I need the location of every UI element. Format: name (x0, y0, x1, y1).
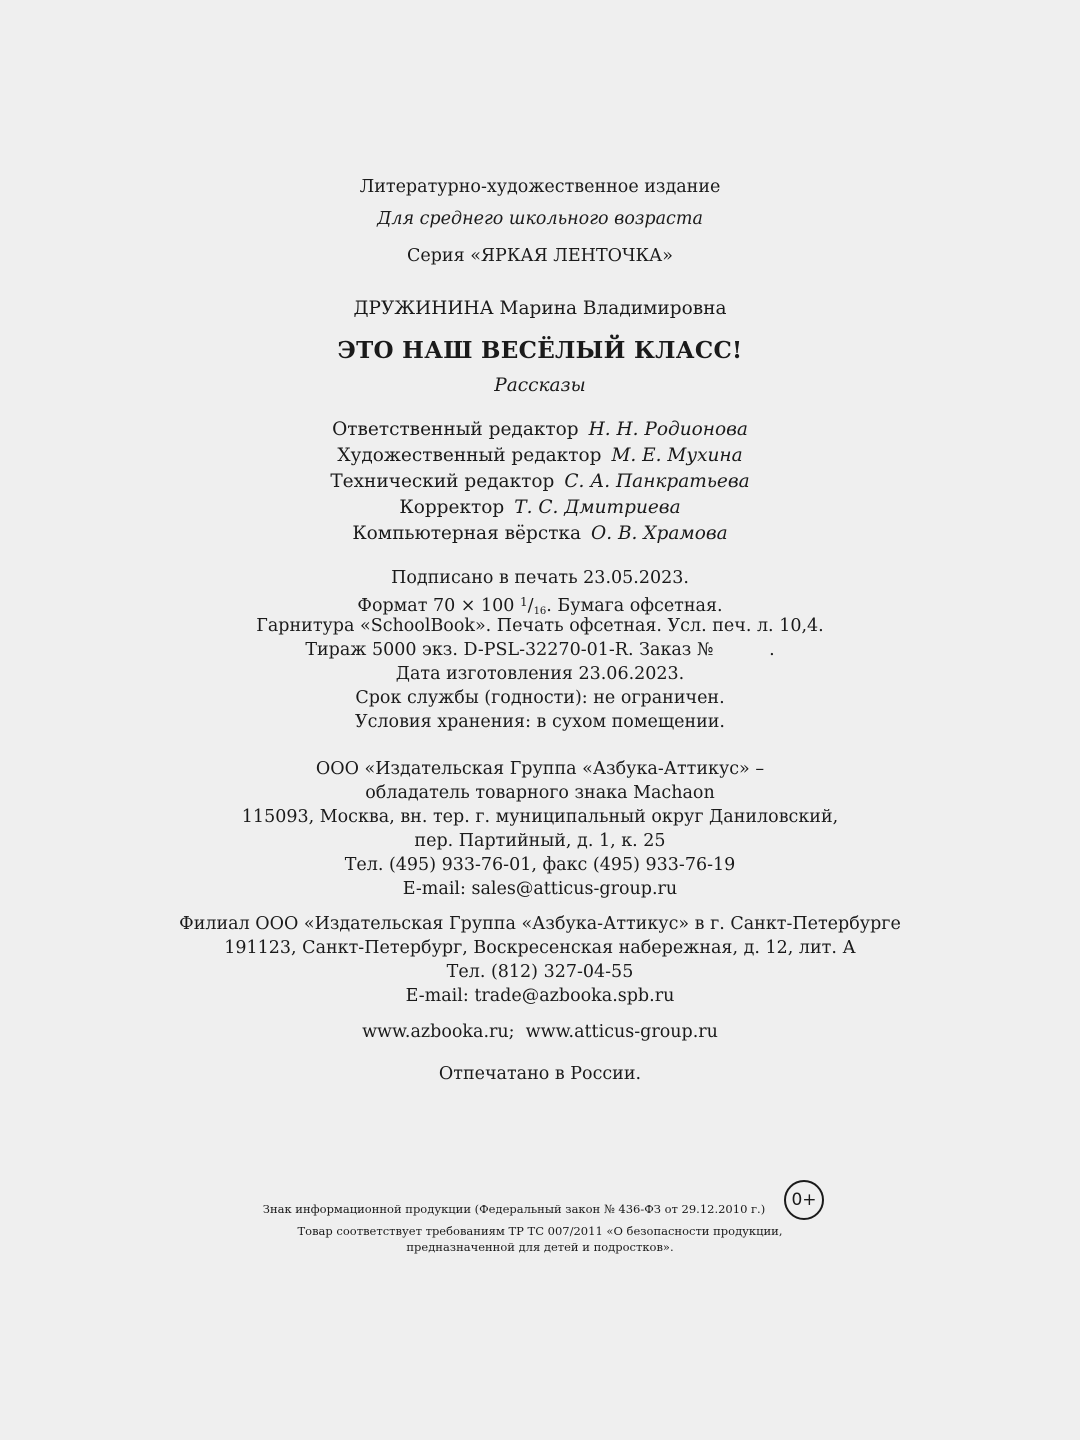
genre: Рассказы (494, 375, 586, 396)
printed-in: Отпечатано в России. (438, 1064, 642, 1084)
publisher-trademark: обладатель товарного знака Machaon (365, 783, 715, 803)
book-title: ЭТО НАШ ВЕСЁЛЫЙ КЛАСС! (337, 337, 743, 364)
branch-phone: Тел. (812) 327-04-55 (446, 962, 634, 982)
print-format: Формат 70 × 100 $^1$/16. Бумага офсетная. (357, 595, 723, 617)
print-storage: Условия хранения: в сухом помещении. (354, 712, 725, 732)
staff-row (0, 443, 1080, 469)
print-manufactured: Дата изготовления 23.06.2023. (395, 664, 685, 684)
staff-name: Н. Н. Родионова (588, 419, 748, 440)
author: ДРУЖИНИНА Марина Владимировна (353, 298, 727, 319)
staff-role: Ответственный редактор (332, 419, 579, 440)
staff-name: Т. С. Дмитриева (514, 497, 681, 518)
edition-type: Литературно-художественное издание (359, 177, 721, 197)
staff-row (0, 469, 1080, 495)
publisher-name: ООО «Издательская Группа «Азбука-Аттикус» – (315, 759, 765, 779)
publisher-email: E-mail: sales@atticus-group.ru (402, 879, 678, 899)
publisher-address-2: пер. Партийный, д. 1, к. 25 (414, 831, 666, 851)
series: Серия «ЯРКАЯ ЛЕНТОЧКА» (406, 246, 673, 266)
staff-role: Корректор (399, 497, 505, 518)
staff-name: С. А. Панкратьева (564, 471, 750, 492)
branch-address: 191123, Санкт-Петербург, Воскресенская набережная, д. 12, лит. А (224, 938, 856, 958)
info-sign-text: Знак информационной продукции (Федеральный закон № 436-ФЗ от 29.12.2010 г.) (262, 1202, 766, 1216)
staff-name: М. Е. Мухина (611, 445, 743, 466)
publisher-phone: Тел. (495) 933-76-01, факс (495) 933-76-19 (344, 855, 736, 875)
staff-role: Технический редактор (330, 471, 555, 492)
staff-row (0, 521, 1080, 547)
print-run: Тираж 5000 экз. D-PSL-32270-01-R. Заказ № . (305, 640, 775, 660)
age-rating-badge: 0+ (784, 1180, 824, 1220)
staff-role: Художественный редактор (337, 445, 602, 466)
staff-role: Компьютерная вёрстка (352, 523, 582, 544)
websites: www.azbooka.ru; www.atticus-group.ru (362, 1022, 718, 1042)
staff-name: О. В. Храмова (591, 523, 728, 544)
print-shelf-life: Срок службы (годности): не ограничен. (355, 688, 725, 708)
print-signed: Подписано в печать 23.05.2023. (391, 568, 689, 588)
branch-name: Филиал ООО «Издательская Группа «Азбука-Аттикус» в г. Санкт-Петербурге (179, 914, 901, 934)
compliance-line-2: предназначенной для детей и подростков». (406, 1240, 674, 1254)
publisher-address-1: 115093, Москва, вн. тер. г. муниципальный округ Даниловский, (241, 807, 839, 827)
compliance-line-1: Товар соответствует требованиям ТР ТС 007/2011 «О безопасности продукции, (297, 1224, 783, 1238)
staff-row (0, 417, 1080, 443)
print-typeface: Гарнитура «SchoolBook». Печать офсетная. Усл. печ. л. 10,4. (256, 616, 824, 636)
audience: Для среднего школьного возраста (377, 209, 703, 229)
staff-row (0, 495, 1080, 521)
branch-email: E-mail: trade@azbooka.spb.ru (405, 986, 675, 1006)
